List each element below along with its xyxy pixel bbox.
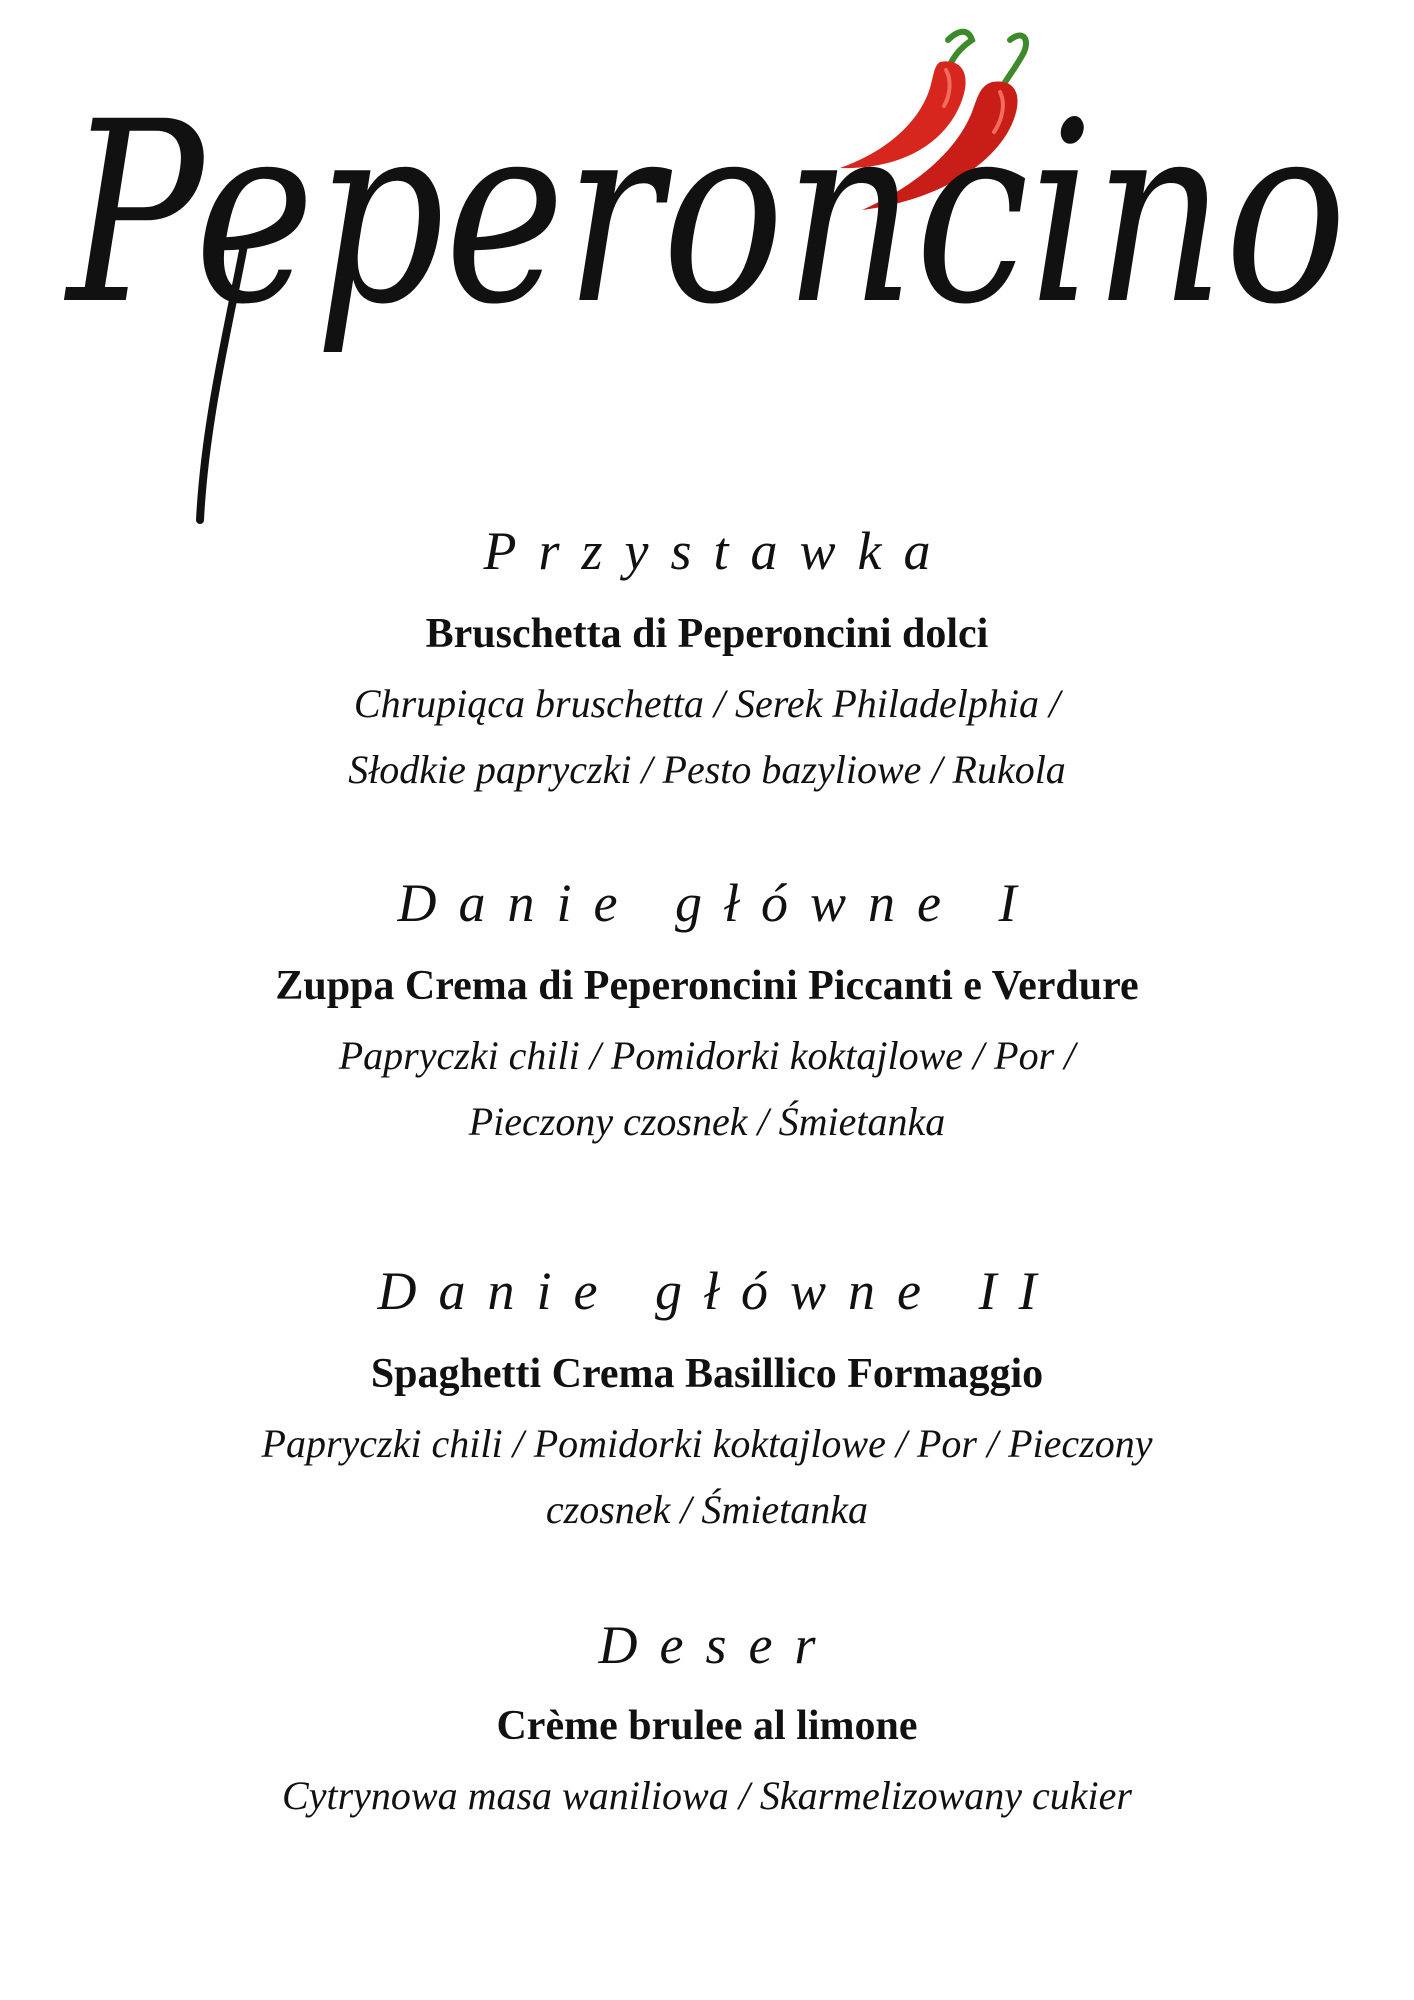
dish-name: Crème brulee al limone [496,1703,918,1749]
section-starter [0,520,1414,820]
section-title: Deser [598,1615,838,1675]
dish-description-line: Słodkie papryczki / Pesto bazyliowe / Rukola [348,747,1066,792]
dish-description-line: Papryczki chili / Pomidorki koktajlowe / Por / [338,1033,1076,1078]
dish-name: Spaghetti Crema Basillico Formaggio [370,1351,1044,1397]
section-title: Danie główne II [377,1261,1059,1321]
logo [0,0,1414,560]
dish-description-line: czosnek / Śmietanka [545,1487,869,1532]
section-title: Przystawka [483,521,953,581]
dish-description-line: Papryczki chili / Pomidorki koktajlowe / Por / Pieczony [261,1421,1153,1466]
section-main-course-2 [0,1260,1414,1560]
section-main-course-1 [0,872,1414,1172]
dish-description-line: Cytrynowa masa waniliowa / Skarmelizowany cukier [282,1773,1132,1818]
dish-name: Zuppa Crema di Peperoncini Piccanti e Verdure [275,963,1139,1009]
dish-name: Bruschetta di Peperoncini dolci [425,611,989,657]
section-dessert [0,1614,1414,1854]
section-title: Danie główne I [397,873,1039,933]
dish-description-line: Pieczony czosnek / Śmietanka [468,1099,946,1144]
restaurant-name: Peperoncino [63,68,1348,359]
dish-description-line: Chrupiąca bruschetta / Serek Philadelphia / [353,681,1061,726]
